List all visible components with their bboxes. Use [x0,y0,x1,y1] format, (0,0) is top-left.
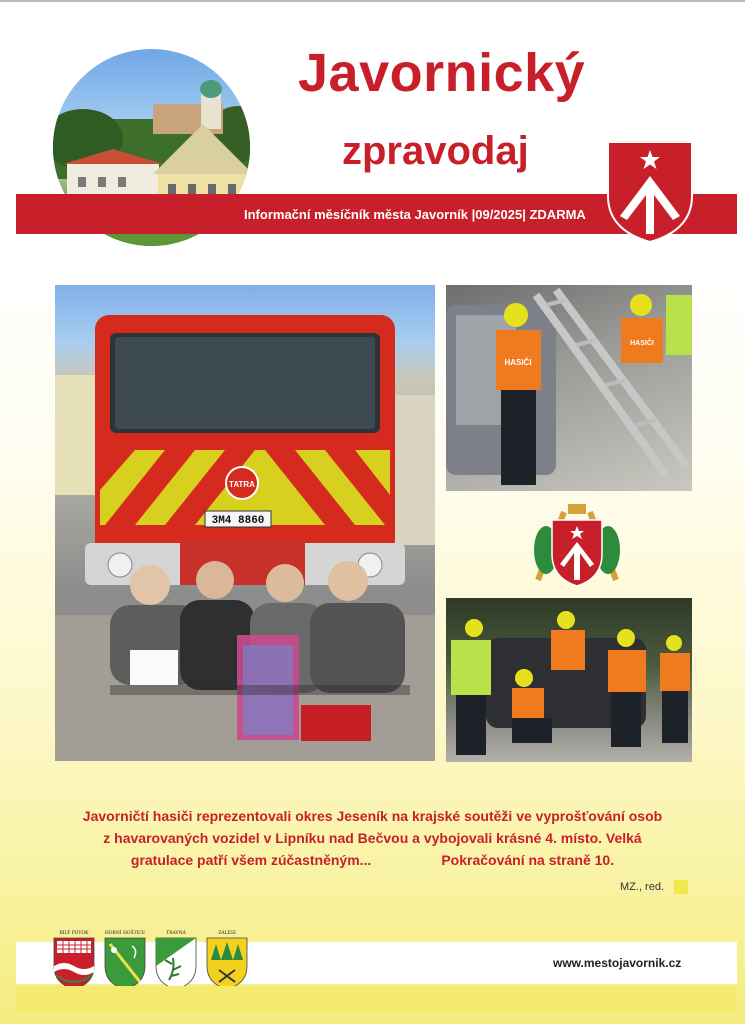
continued-on-page-link[interactable]: Pokračování na straně 10. [441,852,615,868]
crest-label-zalesi: ZÁLESÍ [218,931,236,936]
fire-truck-illustration [55,285,435,761]
rescue-ladder-photo [446,285,692,491]
truck-badge-text: TATRA [229,480,255,489]
caption-line-1: Javorničtí hasiči reprezentovali okres Jeseník na krajské soutěži ve vyprošťování osob [82,808,663,824]
newsletter-title: Javornický [298,43,586,103]
crest-label-bily-potok: BÍLÝ POTOK [59,931,89,936]
vest-label-left: HASIČI [504,358,532,367]
caption-line-3-text: gratulace patří všem zúčastněným... [130,852,372,868]
issue-subtitle: Informační měsíčník města Javorník |09/2025| ZDARMA [244,207,586,222]
fire-brigade-emblem-icon [524,502,630,592]
fire-truck-team-photo [55,285,435,761]
vest-label-right: HASIČI [630,340,654,347]
cover-story-caption [40,805,705,871]
license-plate: 3M4 8860 [211,515,265,527]
rescue-team-photo [446,598,692,762]
top-rule [0,0,745,2]
horni-hostice-coat-of-arms-icon [104,930,146,990]
bily-potok-coat-of-arms-icon [53,930,95,990]
travna-coat-of-arms-icon [155,930,197,990]
credit-marker [674,880,688,894]
bottom-yellow-strip [16,986,737,1012]
rescue-team-illustration [446,598,692,762]
author-credit: MZ., red. [620,881,665,893]
newsletter-title-second-line: zpravodaj [342,129,529,173]
caption-line-3 [40,849,705,871]
rescue-ladder-illustration [446,285,692,491]
zalesi-coat-of-arms-icon [206,930,248,990]
crest-label-travna: TRAVNÁ [166,931,186,936]
crest-label-horni-hostice: HORNÍ HOŠTICE [104,931,146,936]
town-coat-of-arms-icon [606,140,694,244]
town-website-link[interactable]: www.mestojavornik.cz [553,956,682,970]
caption-line-2: z havarovaných vozidel v Lipníku nad Bečvou a vybojovali krásné 4. místo. Velká [103,830,642,846]
